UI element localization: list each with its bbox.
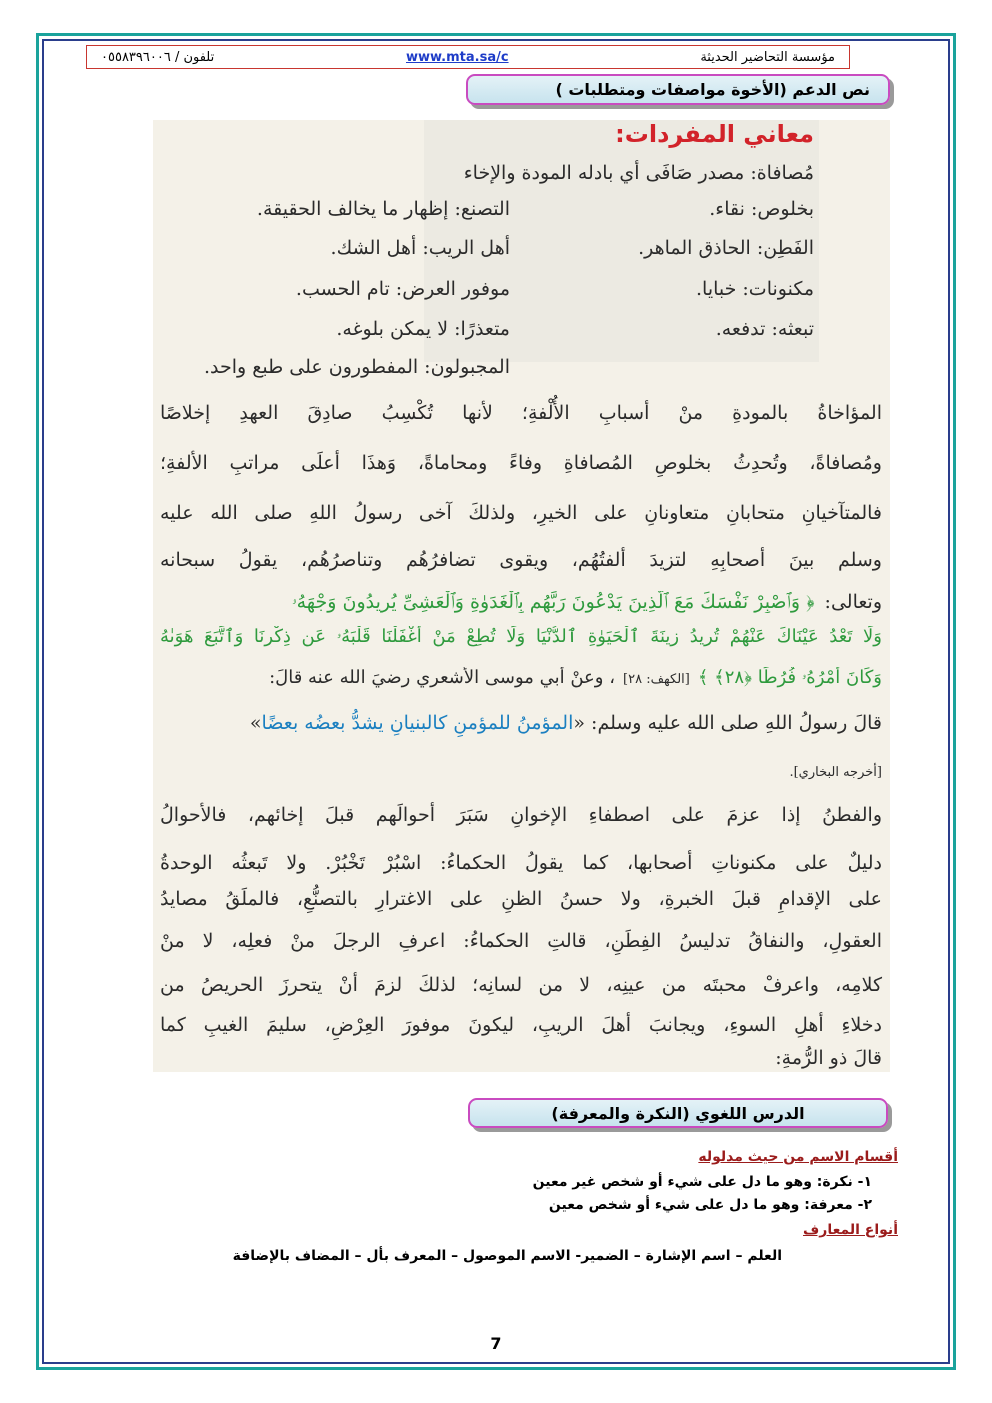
indefinite-noun-item: ١- نكرة: وهو ما دل على شيء أو شخص غير معين bbox=[532, 1174, 872, 1190]
vocab-term: المجبولون: المفطورون على طبع واحد. bbox=[204, 356, 510, 378]
language-lesson-title: الدرس اللغوي (النكرة والمعرفة) bbox=[468, 1098, 888, 1128]
vocab-term: بخلوص: نقاء. bbox=[709, 198, 814, 220]
paragraph-1-line: المؤاخاةُ بالمودةِ منْ أسبابِ الأُلْفةِ؛ لأنها تُكْسِبُ صادِقَ العهدِ إخلاصًا bbox=[160, 402, 882, 424]
quran-lead: وتعالى: bbox=[824, 591, 882, 613]
vocab-term: الفَطِن: الحاذق الماهر. bbox=[638, 237, 814, 259]
quran-verse-line: وَلَا تَعْدُ عَيْنَاكَ عَنْهُمْ تُرِيدُ زِينَةَ ٱلْحَيَوٰةِ ٱلدُّنْيَا وَلَا تُطِعْ مَنْ أَغْفَلْنَا قَلْبَهُۥ عَن ذِكْرِنَا وَٱتَّبَعَ هَوَىٰهُ bbox=[160, 626, 882, 647]
definite-types-heading: أنواع المعارف bbox=[803, 1222, 898, 1238]
paragraph-2-line: كلامِه، واعرفْ محبتَه من عينِه، لا من لسانِه؛ لذلكَ لزمَ أنْ يتحرزَ الحريصُ من bbox=[160, 974, 882, 996]
vocab-term: أهل الريب: أهل الشك. bbox=[330, 237, 510, 259]
header-organization: مؤسسة التحاضير الحديثة bbox=[700, 49, 835, 65]
page-number: 7 bbox=[490, 1334, 502, 1353]
paragraph-2-line: العقولِ، والنفاقُ تدليسُ الفِطَنِ، قالتِ الحكماءُ: اعرفِ الرجلَ منْ فعلِه، لا منْ bbox=[160, 930, 882, 952]
paragraph-2-line: دخلاءِ أهلِ السوءِ، ويجانبَ أهلَ الريبِ، ليكونَ موفورَ العِرْضِ، سليمَ الغيبِ كما bbox=[160, 1014, 882, 1036]
paragraph-2-line: قالَ ذو الرُّمةِ: bbox=[775, 1047, 882, 1069]
paragraph-1-line: فالمتآخيانِ متحابانِ متعاونانِ على الخيرِ، ولذلكَ آخى رسولُ اللهِ صلى الله عليه bbox=[160, 502, 882, 524]
header-url-link[interactable]: www.mta.sa/c bbox=[405, 49, 509, 65]
paragraph-2-line: والفطنُ إذا عزمَ على اصطفاءِ الإخوانِ سَبَرَ أحوالَهم قبلَ إخائهم، فالأحوالُ bbox=[160, 804, 882, 826]
quran-verse-line: وَكَانَ أَمْرُهُۥ فُرُطًا ﴿٢٨﴾ ﴾ bbox=[697, 667, 882, 688]
hadith-source: [أخرجه البخاري]. bbox=[789, 765, 882, 780]
hadith-text: المؤمنُ للمؤمنِ كالبنيانِ يشدُّ بعضُه بعضًا bbox=[261, 712, 574, 734]
hadith-lead: قالَ رسولُ اللهِ صلى الله عليه وسلم: « bbox=[573, 712, 882, 734]
vocab-line-1: مُصافاة: مصدر صَافَى أي بادله المودة والإخاء bbox=[463, 162, 814, 184]
quran-reference: [الكهف: ٢٨] bbox=[623, 672, 690, 687]
vocab-term: تبعثه: تدفعه. bbox=[715, 318, 814, 340]
vocab-term: متعذرًا: لا يمكن بلوغه. bbox=[336, 318, 510, 340]
vocab-term: التصنع: إظهار ما يخالف الحقيقة. bbox=[256, 198, 510, 220]
quran-row-3 bbox=[160, 667, 882, 688]
hadith-line bbox=[160, 712, 882, 734]
paragraph-2-line: على الإقدامِ قبلَ الخبرةِ، ولا حسنُ الظنِ على الاغترارِ بالتصنُّعِ، فالملَقُ مصايدُ bbox=[160, 888, 882, 910]
page-header bbox=[86, 45, 850, 69]
paragraph-2-line: دليلٌ على مكنوناتِ أصحابها، كما يقولُ الحكماءُ: اسْبُرْ تَخْبُرْ. ولا تَبعثُه الوحدةُ bbox=[160, 852, 882, 874]
paragraph-1-line: وسلم بينَ أصحابِهِ لتزيدَ ألفتُهُم، ويقوى تضافرُهُم وتناصرُهُم، يقولُ سبحانه bbox=[160, 549, 882, 571]
quran-after-text: ، وعنْ أبي موسى الأشعري رضيَ الله عنه قالَ: bbox=[269, 667, 616, 688]
quran-verse-line: ﴿ وَٱصْبِرْ نَفْسَكَ مَعَ ٱلَّذِينَ يَدْعُونَ رَبَّهُم بِٱلْغَدَوٰةِ وَٱلْعَشِىِّ يُرِيدُونَ وَجْهَهُۥ bbox=[291, 591, 815, 613]
header-phone: تلفون / ٠٥٥٨٣٩٦٠٠٦ bbox=[101, 49, 215, 65]
noun-divisions-heading: أقسام الاسم من حيث مدلوله bbox=[698, 1149, 898, 1165]
paragraph-1-line: ومُصافاةً، وتُحدِثُ بخلوصِ المُصافاةِ وفاءً ومحاماةً، وَهذَا أعلَى مراتبِ الألفةِ؛ bbox=[160, 452, 882, 474]
definite-noun-item: ٢- معرفة: وهو ما دل على شيء أو شخص معين bbox=[548, 1197, 872, 1213]
definite-types-list: العلم – اسم الإشارة – الضمير- الاسم الموصول – المعرف بأل – المضاف بالإضافة bbox=[232, 1248, 782, 1264]
quran-row-1 bbox=[160, 591, 882, 613]
support-text-title: نص الدعم (الأخوة مواصفات ومتطلبات ) bbox=[466, 74, 890, 105]
hadith-close: » bbox=[249, 712, 262, 734]
vocabulary-heading: معاني المفردات: bbox=[615, 120, 814, 148]
vocab-term: مكنونات: خبايا. bbox=[695, 278, 814, 300]
vocab-term: موفور العرض: تام الحسب. bbox=[295, 278, 510, 300]
